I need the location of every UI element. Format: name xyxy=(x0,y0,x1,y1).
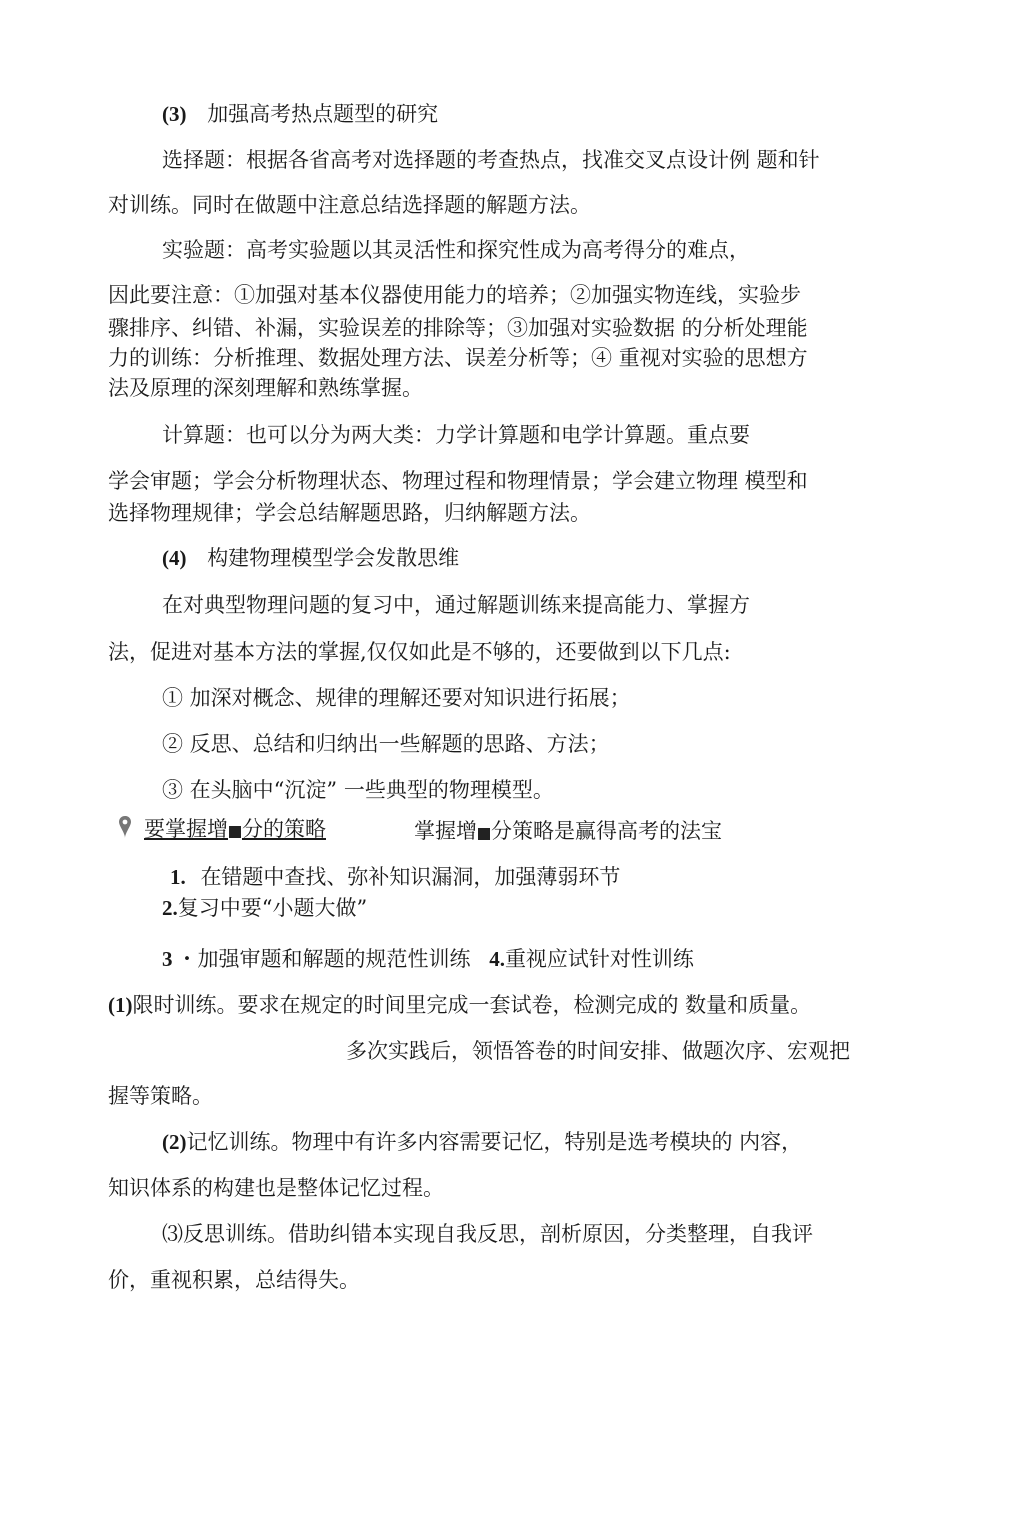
list-item-3-4 xyxy=(162,944,694,974)
training-text: 限时训练。要求在规定的时间里完成一套试卷，检测完成的 数量和质量。 xyxy=(132,993,812,1017)
training-2-line-2: 知识体系的构建也是整体记忆过程。 xyxy=(108,1176,444,1200)
list-number: 1. xyxy=(170,865,186,889)
list-item-2 xyxy=(162,893,367,923)
section-number: (4) xyxy=(162,546,187,570)
training-1-line-1 xyxy=(108,990,811,1020)
section-heading-3 xyxy=(162,99,438,129)
calc-line-2: 学会审题；学会分析物理状态、物理过程和物理情景；学会建立物理 模型和 xyxy=(108,469,808,493)
list-number: 2. xyxy=(162,896,178,920)
list-number: 3 xyxy=(162,947,173,971)
strategy-subtitle xyxy=(414,816,722,846)
review-line-1: 在对典型物理问题的复习中，通过解题训练来提高能力、掌握方 xyxy=(162,593,750,617)
list-item-1 xyxy=(170,862,620,892)
list-text: 重视应试针对性训练 xyxy=(504,947,694,971)
location-pin-icon xyxy=(118,815,132,839)
choice-line-2: 对训练。同时在做题中注意总结选择题的解题方法。 xyxy=(108,193,591,217)
training-1-line-2: 多次实践后，领悟答卷的时间安排、做题次序、宏观把 xyxy=(346,1039,850,1063)
list-text: 复习中要“小题大做” xyxy=(177,896,368,920)
strategy-heading-text-a: 要掌握增 xyxy=(144,817,228,841)
point-item-3: ③ 在头脑中“沉淀” 一些典型的物理模型。 xyxy=(162,778,554,802)
strategy-subtitle-text-a: 掌握增 xyxy=(414,819,477,843)
calc-line-3: 选择物理规律；学会总结解题思路，归纳解题方法。 xyxy=(108,501,591,525)
calc-line-1: 计算题：也可以分为两大类：力学计算题和电学计算题。重点要 xyxy=(162,423,750,447)
training-2-line-1 xyxy=(162,1127,802,1157)
experiment-line-3: 骤排序、纠错、补漏，实验误差的排除等；③加强对实验数据 的分析处理能 xyxy=(108,316,808,340)
strategy-subtitle-text-b: 分策略是赢得高考的法宝 xyxy=(491,819,722,843)
choice-line-1: 选择题：根据各省高考对选择题的考查热点，找准交叉点设计例 题和针 xyxy=(162,148,820,172)
section-heading-4 xyxy=(162,543,459,573)
image-placeholder-icon xyxy=(229,826,241,838)
section-number: (3) xyxy=(162,102,187,126)
experiment-line-5: 法及原理的深刻理解和熟练掌握。 xyxy=(108,376,423,400)
experiment-line-2: 因此要注意：①加强对基本仪器使用能力的培养；②加强实物连线，实验步 xyxy=(108,283,801,307)
point-item-2: ② 反思、总结和归纳出一些解题的思路、方法； xyxy=(162,732,610,756)
experiment-line-1: 实验题：高考实验题以其灵活性和探究性成为高考得分的难点， xyxy=(162,238,750,262)
training-3-line-1: ⑶反思训练。借助纠错本实现自我反思，剖析原因，分类整理，自我评 xyxy=(162,1222,813,1246)
experiment-line-4: 力的训练：分析推理、数据处理方法、误差分析等；④ 重视对实验的思想方 xyxy=(108,346,808,370)
strategy-heading-text-b: 分的策略 xyxy=(242,817,326,841)
image-placeholder-icon xyxy=(478,828,490,840)
point-item-1: ① 加深对概念、规律的理解还要对知识进行拓展； xyxy=(162,686,631,710)
training-number: (1) xyxy=(108,993,133,1017)
training-3-line-2: 价，重视积累，总结得失。 xyxy=(108,1268,360,1292)
review-line-2: 法，促进对基本方法的掌握,仅仅如此是不够的，还要做到以下几点: xyxy=(108,640,731,664)
section-title: 构建物理模型学会发散思维 xyxy=(207,546,460,570)
list-text: 在错题中查找、弥补知识漏洞，加强薄弱环节 xyxy=(200,865,621,889)
training-number: (2) xyxy=(162,1130,187,1154)
list-number: 4. xyxy=(489,947,505,971)
section-title: 加强高考热点题型的研究 xyxy=(207,102,439,126)
strategy-heading xyxy=(144,814,326,844)
training-text: 记忆训练。物理中有许多内容需要记忆，特别是选考模块的 内容， xyxy=(186,1130,803,1154)
list-text: ・加强审题和解题的规范性训练 xyxy=(176,947,471,971)
training-1-line-3: 握等策略。 xyxy=(108,1084,213,1108)
